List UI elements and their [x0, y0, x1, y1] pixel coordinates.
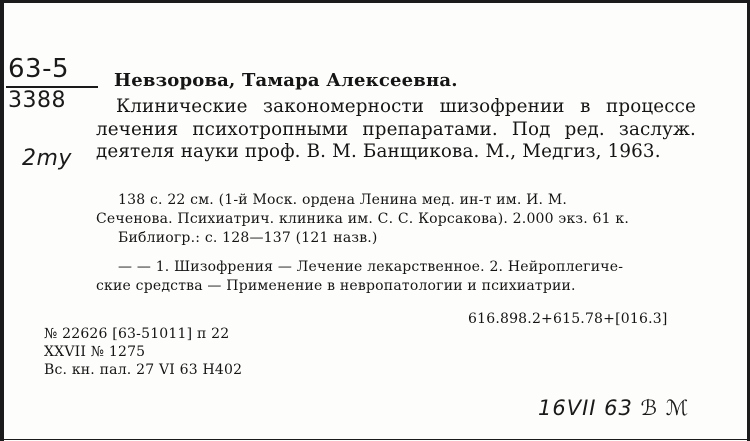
- registry-line-3: Вс. кн. пал. 27 VI 63 Н402: [44, 362, 243, 378]
- subject-line-2: ские средства — Применение в невропатологии и психиатрии.: [96, 278, 576, 294]
- card-top-edge: [0, 0, 750, 3]
- registry-line-1: № 22626 [63-51011] п 22: [44, 326, 230, 342]
- classification-code: 616.898.2+615.78+[016.3]: [468, 311, 668, 327]
- author-heading: Невзорова, Тамара Алексеевна.: [114, 70, 458, 91]
- call-number-bottom: 3388: [8, 88, 66, 113]
- collation-line-2: Сеченова. Психиатрич. клиника им. С. С. Корсакова). 2.000 экз. 61 к.: [96, 211, 630, 227]
- handwritten-date-stamp: 16VII 63 ℬ ℳ: [538, 396, 690, 420]
- registry-line-2: XXVII № 1275: [44, 344, 146, 360]
- collation-line-1: 138 с. 22 см. (1-й Моск. ордена Ленина мед. ин-т им. И. М.: [118, 192, 568, 208]
- handwritten-note: 2mу: [22, 146, 72, 171]
- subject-line-1: — — 1. Шизофрения — Лечение лекарственное. 2. Нейроплегиче-: [118, 259, 624, 275]
- call-number-top: 63-5: [8, 54, 70, 84]
- bibliography-line: Библиогр.: с. 128—137 (121 назв.): [118, 230, 378, 246]
- title-block: Клинические закономерности шизофрении в процессе лечения психотропными препаратами. Под ред. заслуж. деятеля науки проф. В. М. Банщикова. М., Медгиз, 1963.: [96, 96, 696, 162]
- card-left-edge: [0, 0, 4, 441]
